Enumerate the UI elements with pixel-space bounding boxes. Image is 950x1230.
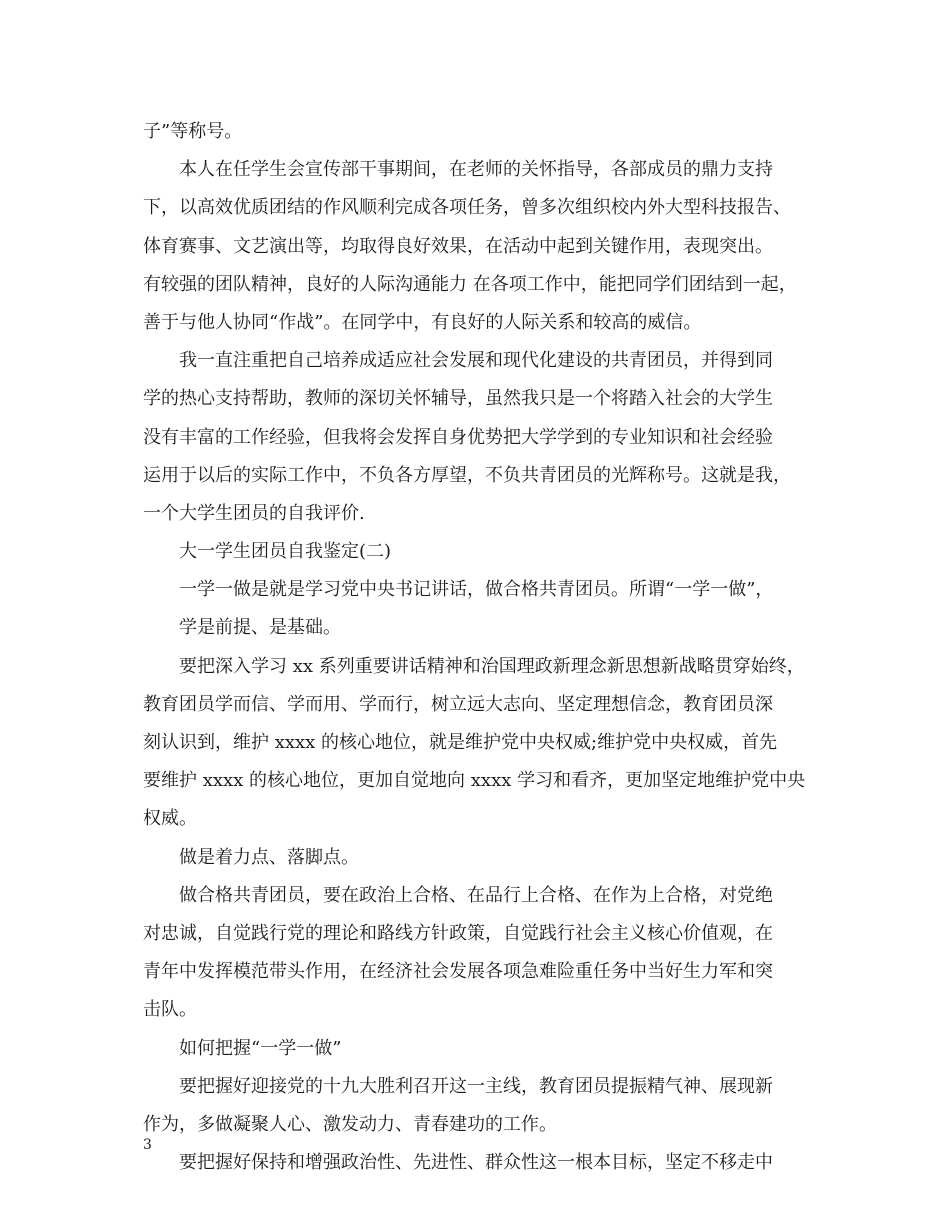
text-line: 作为，多做凝聚人心、激发动力、青春建功的工作。: [143, 1113, 557, 1135]
text-line: 没有丰富的工作经验，但我将会发挥自身优势把大学学到的专业知识和社会经验: [143, 426, 773, 448]
text-line: 学的热心支持帮助，教师的深切关怀辅导，虽然我只是一个将踏入社会的大学生: [143, 388, 773, 410]
text-line: 做是着力点、落脚点。: [179, 846, 359, 868]
text-line: 权威。: [143, 808, 197, 830]
text-line: 青年中发挥模范带头作用，在经济社会发展各项急难险重任务中当好生力军和突: [143, 961, 773, 983]
text-line: 运用于以后的实际工作中，不负各方厚望，不负共青团员的光辉称号。这就是我，: [143, 464, 791, 486]
text-line: 要维护 xxxx 的核心地位，更加自觉地向 xxxx 学习和看齐，更加坚定地维护党中央: [143, 770, 806, 792]
text-line: 要把握好保持和增强政治性、先进性、群众性这一根本目标，坚定不移走中: [179, 1152, 773, 1174]
text-line: 我一直注重把自己培养成适应社会发展和现代化建设的共青团员，并得到同: [179, 350, 773, 372]
text-line: 本人在任学生会宣传部干事期间，在老师的关怀指导，各部成员的鼎力支持: [179, 159, 773, 181]
page-number: 3: [143, 1137, 152, 1153]
text-line: 有较强的团队精神，良好的人际沟通能力 在各项工作中，能把同学们团结到一起，: [143, 273, 797, 295]
text-line: 做合格共青团员，要在政治上合格、在品行上合格、在作为上合格，对党绝: [179, 884, 773, 906]
text-line: 体育赛事、文艺演出等，均取得良好效果，在活动中起到关键作用，表现突出。: [143, 235, 773, 257]
text-line: 学是前提、是基础。: [179, 617, 341, 639]
text-line: 刻认识到，维护 xxxx 的核心地位，就是维护党中央权威;维护党中央权威，首先: [143, 732, 778, 753]
text-line: 对忠诚，自觉践行党的理论和路线方针政策，自觉践行社会主义核心价值观，在: [143, 922, 773, 944]
document-body: [143, 113, 815, 1182]
text-line: 善于与他人协同“作战”。在同学中，有良好的人际关系和较高的威信。: [143, 311, 702, 333]
text-line: 要把握好迎接党的十九大胜利召开这一主线，教育团员提振精气神、展现新: [179, 1075, 773, 1097]
text-line: 一学一做是就是学习党中央书记讲话，做合格共青团员。所谓“一学一做”，: [179, 579, 774, 601]
text-line: 下，以高效优质团结的作风顺利完成各项任务，曾多次组织校内外大型科技报告、: [143, 197, 791, 219]
text-line: 子”等称号。: [143, 121, 243, 142]
text-line: 击队。: [143, 999, 197, 1021]
text-line: 一个大学生团员的自我评价.: [143, 502, 365, 524]
text-line: 要把深入学习 xx 系列重要讲话精神和治国理政新理念新思想新战略贯穿始终，: [179, 655, 805, 677]
text-line: 大一学生团员自我鉴定(二): [179, 541, 392, 563]
text-line: 教育团员学而信、学而用、学而行，树立远大志向、坚定理想信念，教育团员深: [143, 693, 773, 715]
text-line: 如何把握“一学一做”: [179, 1037, 342, 1059]
